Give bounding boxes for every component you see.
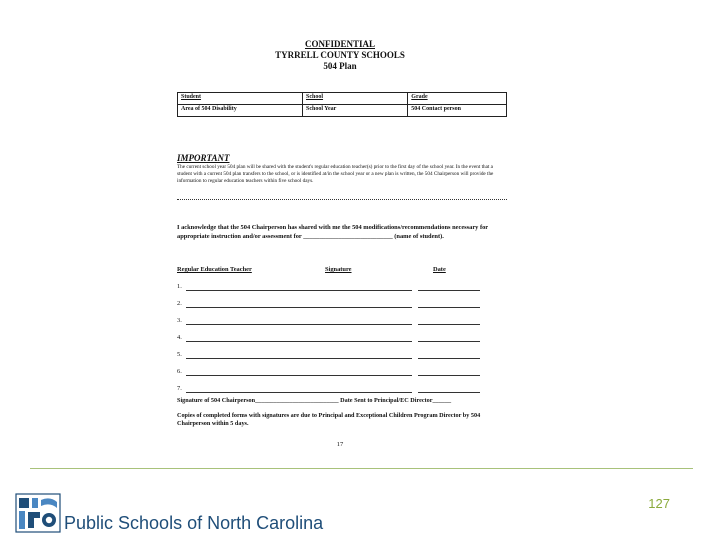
brand-name: Public Schools of North Carolina [64, 513, 324, 533]
table-row [178, 93, 507, 105]
chairperson-signature-line: Signature of 504 Chairperson___________________________ Date Sent to Principal/EC Director______ [177, 397, 452, 404]
date-line [418, 324, 480, 325]
teacher-column-header: Regular Education Teacher [177, 266, 252, 273]
list-item [177, 280, 507, 297]
document-page [170, 30, 510, 460]
list-item [177, 297, 507, 314]
signature-columns [177, 266, 507, 275]
school-cell: School [303, 93, 408, 105]
date-line [418, 341, 480, 342]
table-row [178, 105, 507, 117]
signature-column-header: Signature [325, 266, 352, 273]
disability-cell: Area of 504 Disability [178, 105, 303, 117]
list-item [177, 314, 507, 331]
row-number: 3. [177, 317, 182, 324]
row-number: 6. [177, 368, 182, 375]
page-number: 17 [336, 441, 344, 448]
footer-rule [30, 468, 693, 469]
list-item [177, 365, 507, 382]
date-line [418, 307, 480, 308]
row-number: 7. [177, 385, 182, 392]
date-line [418, 375, 480, 376]
plan-heading: 504 Plan [323, 61, 357, 71]
signature-line [186, 375, 412, 376]
date-column-header: Date [433, 266, 446, 273]
row-number: 2. [177, 300, 182, 307]
dotted-divider [177, 199, 507, 200]
confidential-heading: CONFIDENTIAL [304, 39, 375, 49]
list-item [177, 331, 507, 348]
signature-line [186, 358, 412, 359]
date-line [418, 392, 480, 393]
district-heading: TYRRELL COUNTY SCHOOLS [275, 50, 405, 60]
date-line [418, 358, 480, 359]
important-text: The current school year 504 plan will be shared with the student's regular education teacher(s) prior to the first day of the school year. In the event that a student with a current 504 plan transfers to the school, or is identified at/in the school year or a new plan is written, the 504 Chairperson will provide the information to regular education teachers within five school days. [177, 164, 494, 184]
contact-person-cell: 504 Contact person [408, 105, 507, 117]
signature-line [186, 307, 412, 308]
grade-cell: Grade [408, 93, 507, 105]
slide-number: 127 [648, 496, 670, 511]
signature-line [186, 341, 412, 342]
important-title: IMPORTANT [177, 153, 230, 163]
signature-rows [177, 280, 507, 399]
list-item [177, 348, 507, 365]
signature-line [186, 290, 412, 291]
row-number: 1. [177, 283, 182, 290]
student-cell: Student [178, 93, 303, 105]
signature-line [186, 392, 412, 393]
school-year-cell: School Year [303, 105, 408, 117]
copies-note: Copies of completed forms with signatures are due to Principal and Exceptional Children Program Director by 504 Chairperson within 5 days. [177, 412, 481, 427]
date-line [418, 290, 480, 291]
row-number: 4. [177, 334, 182, 341]
acknowledgement-text: I acknowledge that the 504 Chairperson has shared with me the 504 modifications/recommendations necessary for appropriate instruction and/or assessment for ____________________________ (name of student). [177, 224, 488, 240]
student-info-table [177, 92, 507, 117]
ncdpi-logo-icon [14, 492, 62, 534]
signature-line [186, 324, 412, 325]
row-number: 5. [177, 351, 182, 358]
